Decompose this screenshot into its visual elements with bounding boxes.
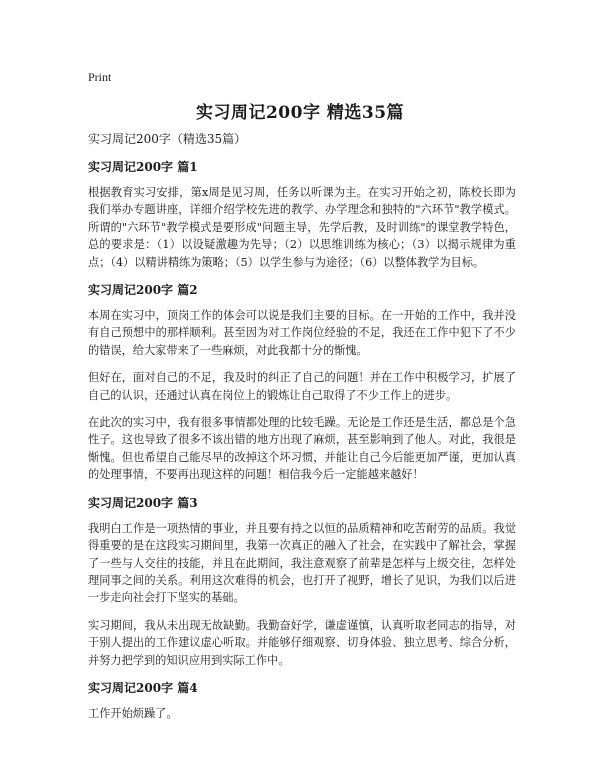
paragraph: 工作开始烦躁了。 [88,706,178,720]
paragraph: 实习期间，我从未出现无故缺勤。我勤奋好学，谦虚谨慎，认真听取老同志的指导，对于别人提出的工作建议虚心听取。并能够仔细观察、切身体验、独立思考、综合分析，并努力把学到的知识应用到实际工作中。 [88,618,516,667]
section-2 [88,281,516,484]
paragraph: 本周在实习中，顶岗工作的体会可以说是我们主要的目标。在一开始的工作中，我并没有自己预想中的那样顺利。甚至因为对工作岗位经验的不足，我还在工作中犯下了不少的错误，给大家带来了一些麻烦，对此我都十分的惭愧。 [88,309,516,357]
paragraph: 我明白工作是一项热情的事业，并且要有持之以恒的品质精神和吃苦耐劳的品质。我觉得重要的是在这段实习期间里，我第一次真正的融入了社会，在实践中了解社会，掌握了一些与人交往的技能，并且在此期间，我注意观察了前辈是怎样与上级交往，怎样处理同事之间的关系。利用这次难得的机会，也打开了视野，增长了见识，为我们以后进一步走向社会打下坚实的基础。 [88,521,516,605]
section-heading: 实习周记200字 篇2 [88,283,198,298]
section-heading: 实习周记200字 篇3 [88,495,198,510]
section-heading: 实习周记200字 篇4 [88,680,198,695]
paragraph: 但好在，面对自己的不足，我及时的纠正了自己的问题！并在工作中积极学习，扩展了自己的认识，还通过认真在岗位上的锻炼让自己取得了不少工作上的进步。 [88,371,516,402]
paragraph: 在此次的实习中，我有很多事情都处理的比较毛躁。无论是工作还是生活，都总是个急性子。这也导致了很多不该出错的地方出现了麻烦，甚至影响到了他人。对此，我很是惭愧。但也希望自己能尽早的改掉这个坏习惯，并能让自己今后能更加严谨，更加认真的处理事情，不要再出现这样的问题！相信我今后一定能越来越好！ [88,416,516,482]
print-link[interactable]: Print [88,70,112,84]
document-subtitle: 实习周记200字（精选35篇） [88,132,247,146]
section-4 [88,679,516,722]
document-body [88,130,516,732]
section-1 [88,158,516,271]
section-3 [88,494,516,669]
paragraph: 根据教育实习安排，第x周是见习周，任务以听课为主。在实习开始之初，陈校长即为我们举办专题讲座，详细介绍学校先进的教学、办学理念和独特的"六环节"教学模式。所谓的"六环节"教学模式是要形成"问题主导，先学后教，及时训练"的课堂教学特色，总的要求是：（1）以设疑激趣为先导；（2）以思维训练为核心；（3）以揭示规律为重点；（4）以精讲精练为策略；（5）以学生参与为途径；（6）以整体教学为目标。 [88,186,516,269]
document-title: 实习周记200字 精选35篇 [195,103,405,123]
section-heading: 实习周记200字 篇1 [88,160,198,174]
